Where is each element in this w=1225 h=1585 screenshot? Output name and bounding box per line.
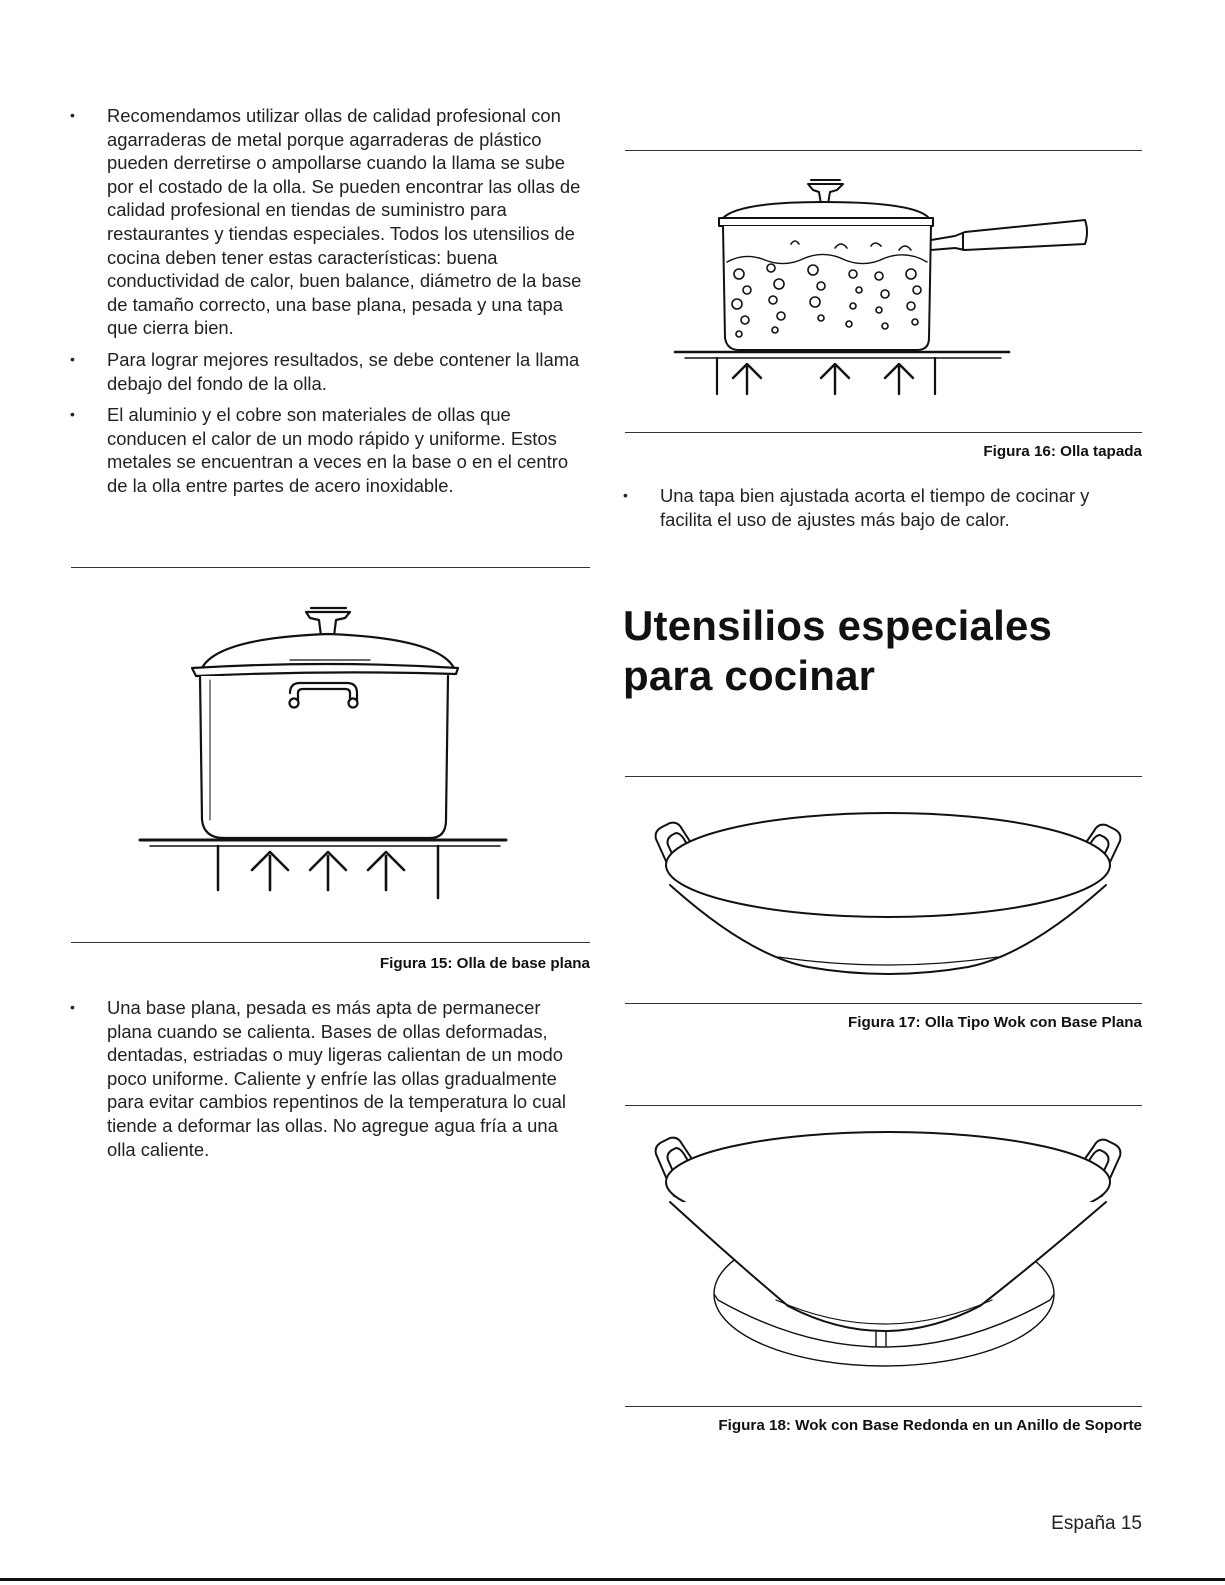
bullet-flat-heavy-base: • Una base plana, pesada es más apta de permanecer plana cuando se calienta. Bases de ollas deformadas, dentadas, estriadas o muy ligeras calientan de un modo poco uniforme. Caliente y enfríe las ollas gradualmente para evitar cambios repentinos de la temperatura lo cual tiende a deformar las ollas. No agregue agua fría a una olla caliente. [70, 996, 590, 1161]
figure18-caption: Figura 18: Wok con Base Redonda en un Anillo de Soporte [718, 1417, 1142, 1434]
figure18-bottom-rule [625, 1406, 1142, 1407]
section-heading-line2: para cocinar [623, 652, 876, 699]
figure15-flat-pot-illustration [140, 598, 510, 903]
left-top-bullet-list [70, 104, 590, 506]
figure17-flat-wok-illustration [648, 805, 1128, 985]
figure16-covered-pot-illustration [675, 178, 1065, 398]
figure17-caption: Figura 17: Olla Tipo Wok con Base Plana [848, 1014, 1142, 1031]
figure16-caption: Figura 16: Olla tapada [983, 443, 1142, 460]
right-bullet-list [623, 484, 1143, 539]
section-heading-line1: Utensilios especiales [623, 602, 1053, 649]
bullet-flame-under-pot: • Para lograr mejores resultados, se debe contener la llama debajo del fondo de la olla. [70, 348, 590, 395]
figure17-top-rule [625, 776, 1142, 777]
section-heading [623, 601, 1183, 701]
bullet-tight-lid: • Una tapa bien ajustada acorta el tiempo de cocinar y facilita el uso de ajustes más bajo de calor. [623, 484, 1143, 531]
figure16-top-rule [625, 150, 1142, 151]
figure15-bottom-rule [71, 942, 590, 943]
bullet-aluminum-copper: • El aluminio y el cobre son materiales de ollas que conducen el calor de un modo rápido y uniforme. Estos metales se encuentran a veces en la base o en el centro de la olla entre partes de acero inoxidable. [70, 403, 590, 497]
page-footer-label: España 15 [1051, 1513, 1142, 1534]
figure15-caption: Figura 15: Olla de base plana [379, 955, 590, 972]
figure18-round-wok-on-ring-illustration [648, 1124, 1128, 1394]
page-bottom-border [0, 1578, 1225, 1581]
left-bottom-bullet-list [70, 996, 590, 1169]
figure18-top-rule [625, 1105, 1142, 1106]
bullet-pro-cookware: • Recomendamos utilizar ollas de calidad profesional con agarraderas de metal porque agarraderas de plástico pueden derretirse o ampollarse cuando la llama se sube por el costado de la olla. Se pueden encontrar las ollas de calidad profesional en tiendas de suministro para restaurantes y tiendas especiales. Todos los utensilios de cocina deben tener estas características: buena conductividad de calor, buen balance, diámetro de la base de tamaño correcto, una base plana, pesada y una tapa que cierra bien. [70, 104, 590, 340]
figure17-bottom-rule [625, 1003, 1142, 1004]
figure15-top-rule [71, 567, 590, 568]
figure16-bottom-rule [625, 432, 1142, 433]
